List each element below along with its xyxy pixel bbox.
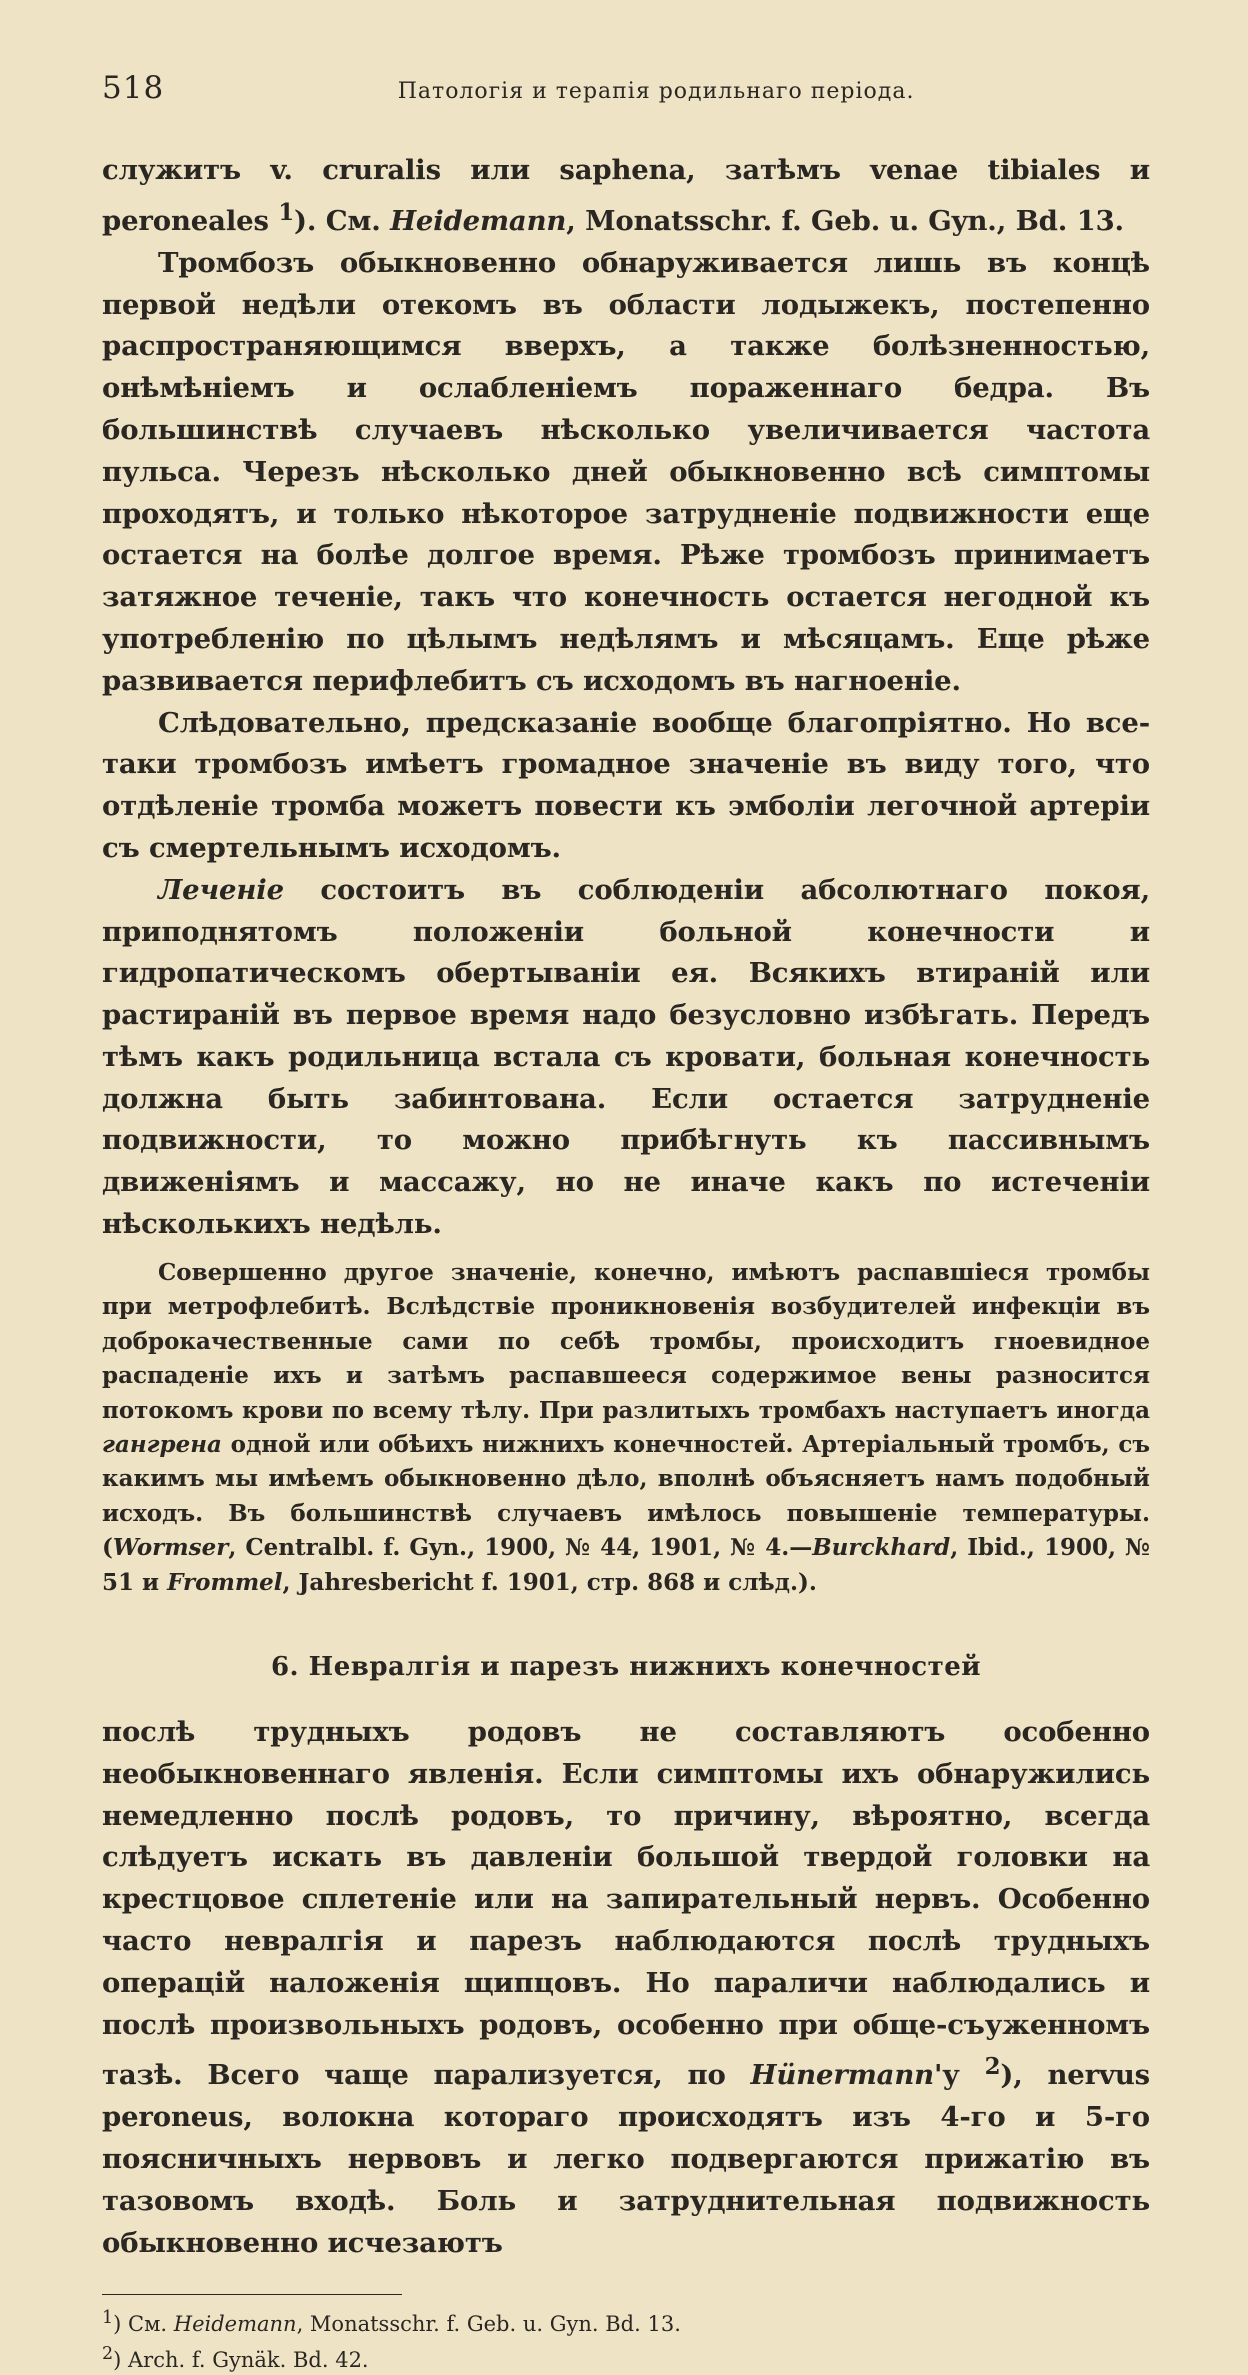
section-title: 6. Невралгія и парезъ нижнихъ конечностей [270, 1651, 982, 1682]
text-span: ), nervus peroneus, волокна котораго происходятъ изъ 4-го и 5-го поясничныхъ нервовъ и легко подвергаются прижатію въ тазовомъ входѣ. Боль и затруднительная подвижность обыкновенно исчезаютъ [102, 2059, 1150, 2259]
text-span: ) См. [113, 2312, 174, 2337]
text-span: , Ibid., 1900, № 51 и [102, 1534, 1150, 1596]
text-span: , Monatsschr. f. Geb. u. Gyn. Bd. 13. [296, 2312, 681, 2337]
text-span: ) Arch. f. Gynäk. Bd. 42. [113, 2348, 369, 2373]
author-name: Heidemann [390, 204, 567, 237]
author-name: Heidemann [173, 2312, 297, 2337]
author-name: Wormser [112, 1534, 229, 1562]
text-span: , Monatsschr. f. Geb. u. Gyn., Bd. 13. [566, 204, 1124, 237]
paragraph-neuralgia [102, 1712, 1150, 2265]
author-name: Frommel [167, 1568, 283, 1596]
gangrene-term: гангрена [102, 1430, 222, 1458]
paragraph-treatment [102, 870, 1150, 1246]
paragraph-prognosis: Слѣдовательно, предсказаніе вообще благопріятно. Но все-таки тромбозъ имѣетъ громадное значеніе въ виду того, что отдѣленіе тромба можетъ повести къ эмболіи легочной артеріи съ смертельнымъ исходомъ. [102, 706, 1150, 864]
treatment-term: Леченіе [158, 873, 284, 906]
page-header [102, 70, 1148, 118]
footnote-divider [102, 2294, 402, 2295]
footnote-mark: 1 [102, 2308, 114, 2329]
footnote-1 [102, 2303, 1150, 2339]
text-span: Совершенно другое значеніе, конечно, имѣютъ распавшіеся тромбы при метрофлебитѣ. Вслѣдствіе проникновенія возбудителей инфекціи въ доброкачественные сами по себѣ тромбы, происходитъ гноевидное распаденіе ихъ и затѣмъ распавшееся содержимое вены разносится потокомъ крови по всему тѣлу. При разлитыхъ тромбахъ наступаетъ иногда [102, 1258, 1150, 1424]
text-span: состоитъ въ соблюденіи абсолютнаго покоя, приподнятомъ положеніи больной конечности и гидропатическомъ обертываніи ея. Всякихъ втираній или растираній въ первое время надо безусловно избѣгать. Передъ тѣмъ какъ родильница встала съ кровати, больная конечность должна быть забинтована. Если остается затрудненіе подвижности, то можно прибѣгнуть къ пассивнымъ движеніямъ и массажу, но не иначе какъ по истеченіи нѣсколькихъ недѣль. [102, 873, 1150, 1241]
text-span: служитъ v. cruralis или saphena, затѣмъ venae tibiales и peroneales [102, 154, 1150, 237]
author-name: Burckhard [812, 1534, 951, 1562]
author-name: Hünermann [750, 2059, 935, 2092]
running-head: Патологія и терапія родильнаго періода. [397, 79, 915, 104]
text-span: 'у [934, 2059, 985, 2092]
text-span: , Jahresbericht f. 1901, стр. 868 и слѣд.). [282, 1568, 817, 1596]
footnote-2 [102, 2339, 1150, 2375]
footnote-mark: 2 [102, 2344, 114, 2365]
page-number: 518 [102, 70, 165, 106]
footnote-ref-2: 2 [984, 2053, 1001, 2081]
paragraph-thrombosis: Тромбозъ обыкновенно обнаруживается лишь въ концѣ первой недѣли отекомъ въ области лодыжекъ, постепенно распространяющимся вверхъ, а также болѣзненностью, онѣмѣніемъ и ослабленіемъ пораженнаго бедра. Въ большинствѣ случаевъ нѣсколько увеличивается частота пульса. Черезъ нѣсколько дней обыкновенно всѣ симптомы проходятъ, и только нѣкоторое затрудненіе подвижности еще остается на болѣе долгое время. Рѣже тромбозъ принимаетъ затяжное теченіе, такъ что конечность остается негодной къ употребленію по цѣлымъ недѣлямъ и мѣсяцамъ. Еще рѣже развивается перифлебитъ съ исходомъ въ нагноеніе. [102, 246, 1150, 697]
paragraph-small-print [102, 1256, 1150, 1600]
footnote-ref-1: 1 [278, 198, 295, 226]
text-span: одной или обѣихъ нижнихъ конечностей. Артеріальный тромбъ, съ какимъ мы имѣемъ обыкновенно дѣло, вполнѣ объясняетъ намъ подобный исходъ. Въ большинствѣ случаевъ имѣлось повышеніе температуры. ( [102, 1430, 1150, 1562]
text-span: послѣ трудныхъ родовъ не составляютъ особенно необыкновеннаго явленія. Если симптомы ихъ обнаружились немедленно послѣ родовъ, то причину, вѣроятно, всегда слѣдуетъ искать въ давленіи большой твердой головки на крестцовое сплетеніе или на запирательный нервъ. Особенно часто невралгія и парезъ наблюдаются послѣ трудныхъ операцій наложенія щипцовъ. Но параличи наблюдались и послѣ произвольныхъ родовъ, особенно при обще-съуженномъ тазѣ. Всего чаще парализуется, по [102, 1715, 1150, 2092]
text-span: ). См. [294, 204, 391, 237]
page-body [102, 150, 1150, 2375]
paragraph-continuation [102, 150, 1150, 243]
text-span: , Centralbl. f. Gyn., 1900, № 44, 1901, № 4.— [228, 1534, 813, 1562]
